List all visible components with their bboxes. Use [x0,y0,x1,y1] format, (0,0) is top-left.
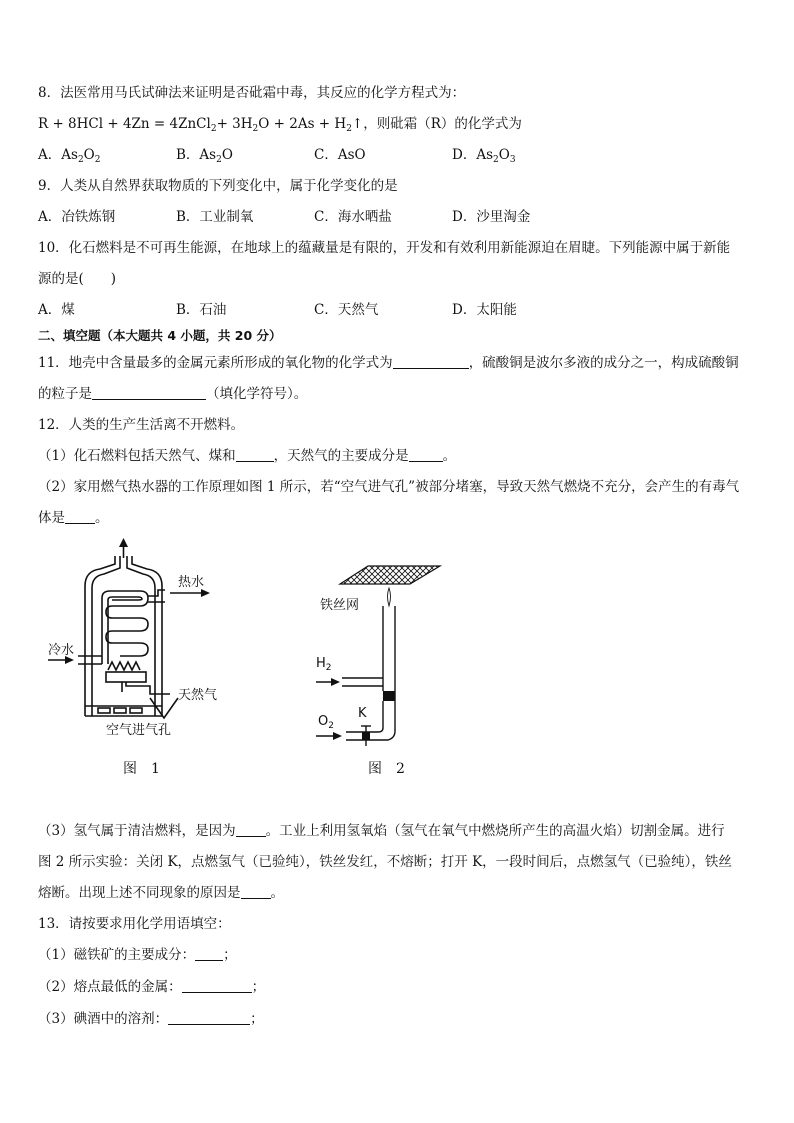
q12-blank-3[interactable] [65,509,95,524]
section-heading: 二、填空题（本大题共 4 小题，共 20 分） [38,328,282,343]
q8-equation: R + 8HCl + 4Zn = 4ZnCl$_2$+ $3H_2O + 2As$ + $H_2↑$，则砒霜（R）的化学式为 [38,116,522,134]
figure-1-caption: 图 1 [123,761,160,777]
label-natural-gas: 天然气 [178,688,218,703]
q10-option-c[interactable]: C．天然气 [314,302,379,318]
q13-blank-2[interactable] [182,978,252,993]
q10-option-d[interactable]: D．太阳能 [452,302,517,318]
q12-part1: （1）化石燃料包括天然气、煤和 ，天然气的主要成分是 。 [38,448,457,464]
q8-stem: 8．法医常用马氏试砷法来证明是否砒霜中毒，其反应的化学方程式为： [38,85,466,101]
q9-option-b[interactable]: B．工业制氧 [176,209,254,225]
q12-part3-line3: 熔断。出现上述不同现象的原因是 。 [38,885,284,901]
figure-2-caption: 图 2 [368,761,405,777]
q12-blank-4[interactable] [236,822,266,837]
q10-stem-line2: 源的是( ) [38,271,117,287]
q9-stem: 9．人类从自然界获取物质的下列变化中，属于化学变化的是 [38,178,398,194]
q10-option-b[interactable]: B．石油 [176,302,227,318]
q8-option-c[interactable]: C．AsO [314,147,366,163]
q8-option-d[interactable]: D．$As_2O_3$ [452,147,516,165]
figure-1-water-heater [40,536,260,786]
q9-option-d[interactable]: D．沙里淘金 [452,209,531,225]
q8-options [38,146,638,164]
label-air-inlet: 空气进气孔 [106,723,172,738]
q13-part2: （2）熔点最低的金属： ； [38,979,266,995]
q8-option-a[interactable]: A．$As_2O_2$ [38,147,101,165]
q9-option-c[interactable]: C．海水晒盐 [314,209,392,225]
label-cold-water: 冷水 [48,643,75,658]
q12-part2-line1: （2）家用燃气热水器的工作原理如图 1 所示，若“空气进气孔”被部分堵塞，导致天然气燃烧不充分，会产生的有毒气 [38,479,740,495]
label-wire-mesh: 铁丝网 [320,598,360,613]
label-hot-water: 热水 [178,575,205,590]
q12-blank-2[interactable] [409,447,443,462]
q13-blank-3[interactable] [168,1010,250,1025]
q12-stem: 12．人类的生产生活离不开燃料。 [38,417,245,433]
q11-blank-2[interactable] [92,385,206,400]
q12-part3-line1: （3）氢气属于清洁燃料，是因为 。工业上利用氢氧焰（氢气在氧气中燃烧所产生的高温火焰）切割金属。进行 [38,823,725,839]
q11-line2: 的粒子是 （填化学符号）。 [38,386,308,402]
q11-blank-1[interactable] [393,354,469,369]
water-heater-diagram [40,536,260,736]
label-hydrogen: $H_2$ [316,656,332,673]
q9-options [38,208,638,226]
q10-stem-line1: 10．化石燃料是不可再生能源，在地球上的蕴藏量是有限的，开发和有效利用新能源迫在眉睫。下列能源中属于新能 [38,240,731,256]
q8-option-b[interactable]: B．$As_2O$ [176,147,233,165]
q12-blank-5[interactable] [241,884,271,899]
label-oxygen: $O_2$ [318,714,334,731]
q10-option-a[interactable]: A．煤 [38,302,75,318]
q13-stem: 13．请按要求用化学用语填空： [38,916,231,932]
q12-blank-1[interactable] [236,447,274,462]
q12-part2-line2: 体是 。 [38,510,109,526]
label-valve-k: K [358,706,367,721]
q13-blank-1[interactable] [195,946,223,961]
q11-line1: 11．地壳中含量最多的金属元素所形成的氧化物的化学式为 ，硫酸铜是波尔多液的成分之一，构成硫酸铜 [38,355,739,371]
q9-option-a[interactable]: A．冶铁炼钢 [38,209,116,225]
q13-part3: （3）碘酒中的溶剂： ； [38,1011,264,1027]
q10-options [38,301,638,319]
q12-part3-line2: 图 2 所示实验：关闭 K，点燃氢气（已验纯），铁丝发红，不熔断；打开 K，一段时间后，点燃氢气（已验纯），铁丝 [38,854,732,870]
figure-2-apparatus [300,556,460,786]
q13-part1: （1）磁铁矿的主要成分： ； [38,947,237,963]
